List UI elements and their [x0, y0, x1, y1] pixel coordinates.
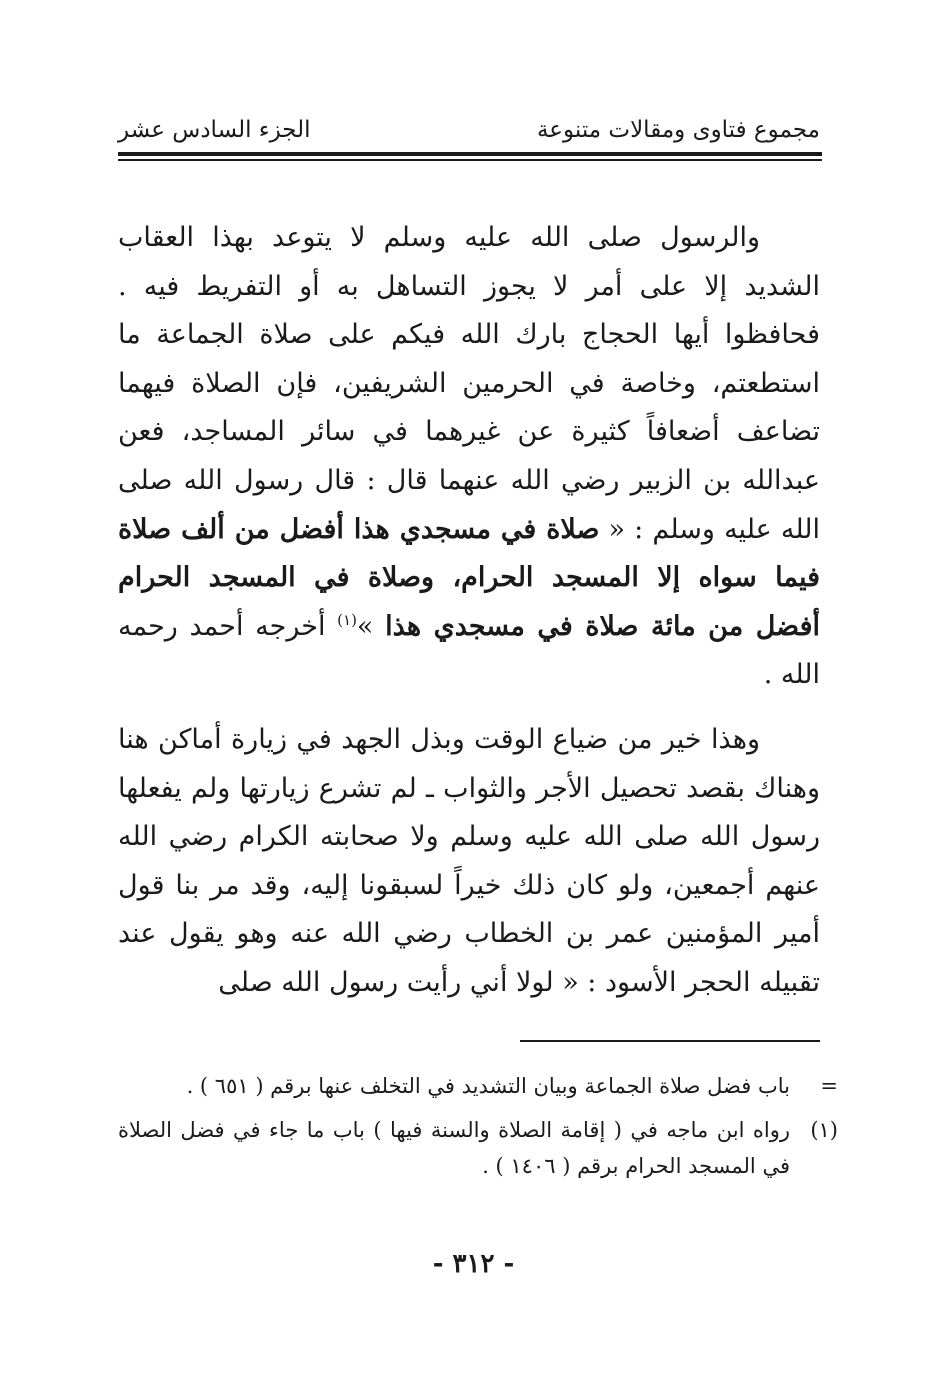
footnote-ref-1: (١) [337, 610, 357, 629]
header-rule-thin [118, 159, 822, 161]
footnote-text: باب فضل صلاة الجماعة وبيان التشديد في التخلف عنها برقم ( ٦٥١ ) . [186, 1074, 790, 1098]
volume-label: الجزء السادس عشر [118, 117, 311, 143]
footnote-1 [118, 1112, 838, 1184]
page-number: - ٣١٢ - [432, 1249, 515, 1279]
footnotes [118, 1068, 838, 1184]
paragraph-1 [118, 214, 820, 700]
body-text [118, 214, 820, 1008]
header-rule-thick [118, 152, 822, 156]
hadith-quote: صلاة في مسجدي هذا أفضل من ألف صلاة فيما سواه إلا المسجد الحرام، وصلاة في المسجد الحرام أفضل من مائة صلاة في مسجدي هذا [118, 513, 820, 642]
footnote-text: رواه ابن ماجه في ( إقامة الصلاة والسنة فيها ) باب ما جاء في فضل الصلاة في المسجد الحرام برقم ( ١٤٠٦ ) . [118, 1118, 790, 1178]
running-header [118, 112, 820, 152]
footnote-continuation [118, 1068, 838, 1104]
paragraph-2: وهذا خير من ضياع الوقت وبذل الجهد في زيارة أماكن هنا وهناك بقصد تحصيل الأجر والثواب ـ لم تشرع زيارتها ولم يفعلها رسول الله صلى الله عليه وسلم ولا صحابته الكرام رضي الله عنهم أجمعين، ولو كان ذلك خيراً لسبقونا إليه، وقد مر بنا قول أمير المؤمنين عمر بن الخطاب رضي الله عنه وهو يقول عند تقبيله الحجر الأسود : « لولا أني رأيت رسول الله صلى [118, 723, 820, 998]
paragraph-1-ending: أخرجه أحمد رحمه الله . [118, 610, 820, 691]
book-title: مجموع فتاوى ومقالات متنوعة [536, 117, 820, 143]
footnote-marker: = [820, 1074, 838, 1098]
footnote-separator [520, 1040, 820, 1042]
closing-quote: » [356, 610, 386, 642]
paragraph-1-text: والرسول صلى الله عليه وسلم لا يتوعد بهذا العقاب الشديد إلا على أمر لا يجوز التساهل به أو التفريط فيه . فحافظوا أيها الحجاج بارك الله فيكم على صلاة الجماعة ما استطعتم، وخاصة في الحرمين الشريفين، فإن الصلاة فيهما تضاعف أضعافاً كثيرة عن غيرهما في سائر المساجد، فعن عبدالله بن الزبير رضي الله عنهما قال : قال رسول الله صلى الله عليه وسلم : « [118, 222, 820, 545]
footnote-marker: (١) [810, 1118, 838, 1142]
